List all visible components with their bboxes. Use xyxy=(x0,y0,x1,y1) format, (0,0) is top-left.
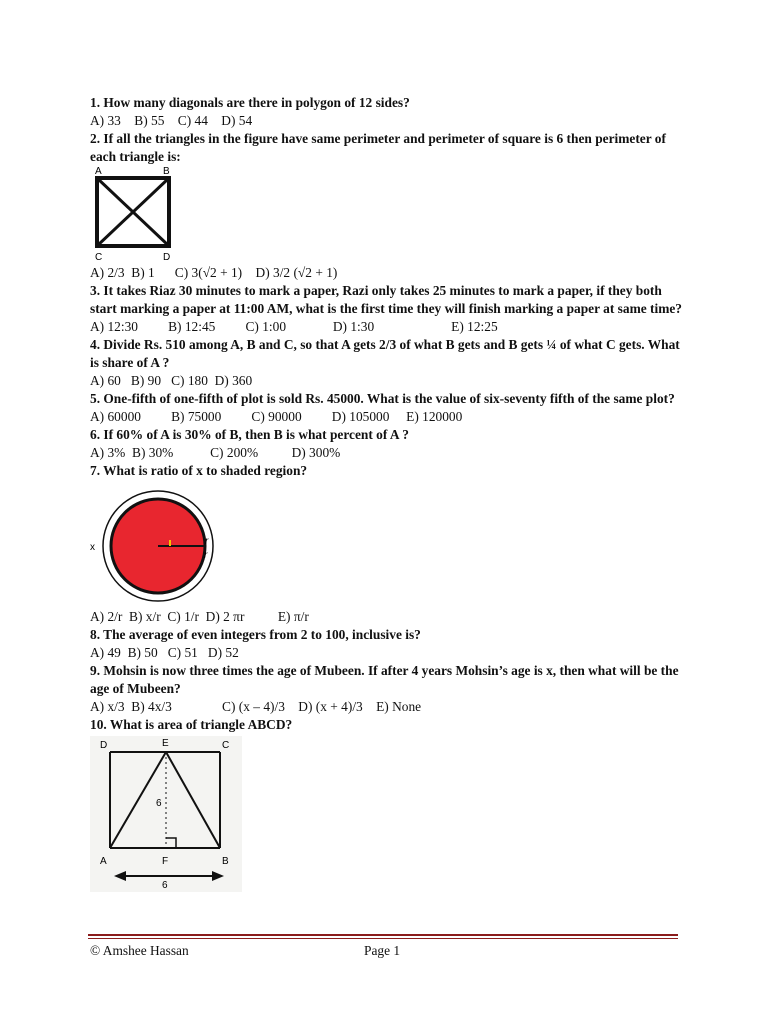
question-10 xyxy=(90,716,690,892)
label-r-outer: r xyxy=(205,536,209,547)
question-list xyxy=(90,94,690,892)
vertex-label-f: F xyxy=(162,856,169,867)
question-2 xyxy=(90,130,690,282)
question-text: 9. Mohsin is now three times the age of Mubeen. If after 4 years Mohsin’s age is x, then what will be the age of Mubeen? xyxy=(90,663,679,696)
vertex-label-d: D xyxy=(100,740,108,751)
question-text: 1. How many diagonals are there in polygon of 12 sides? xyxy=(90,95,410,110)
circle-figure xyxy=(90,480,690,608)
question-text: 10. What is area of triangle ABCD? xyxy=(90,717,293,732)
footer-rule-thin xyxy=(88,938,678,939)
height-label: 6 xyxy=(156,798,162,809)
question-1 xyxy=(90,94,690,130)
vertex-label-d: D xyxy=(163,252,171,263)
question-text: 7. What is ratio of x to shaded region? xyxy=(90,463,308,478)
question-7 xyxy=(90,462,690,626)
question-text: 6. If 60% of A is 30% of B, then B is what percent of A ? xyxy=(90,427,409,442)
question-text: 5. One-fifth of one-fifth of plot is sold Rs. 45000. What is the value of six-seventy fifth of the same plot? xyxy=(90,391,675,406)
question-3 xyxy=(90,282,690,336)
answer-options: A) 12:30 B) 12:45 C) 1:00 D) 1:30 E) 12:25 xyxy=(90,319,498,334)
label-r-inner: r xyxy=(204,550,208,561)
answer-options: A) x/3 B) 4x/3 C) (x – 4)/3 D) (x + 4)/3 E) None xyxy=(90,699,422,714)
answer-options: A) 3% B) 30% C) 200% D) 300% xyxy=(90,445,341,460)
vertex-label-c: C xyxy=(95,252,103,263)
question-text: 8. The average of even integers from 2 to 100, inclusive is? xyxy=(90,627,421,642)
vertex-label-e: E xyxy=(162,738,169,749)
answer-options: A) 2/r B) x/r C) 1/r D) 2 πr E) π/r xyxy=(90,609,309,624)
answer-options: A) 60000 B) 75000 C) 90000 D) 105000 E) 120000 xyxy=(90,409,463,424)
answer-options: A) 2/3 B) 1 C) 3(√2 + 1) D) 3/2 (√2 + 1) xyxy=(90,265,338,280)
vertex-label-c: C xyxy=(222,740,230,751)
footer-rule-thick xyxy=(88,934,678,936)
question-text: 3. It takes Riaz 30 minutes to mark a paper, Razi only takes 25 minutes to mark a paper, if they both start marking a paper at 11:00 AM, what is the first time they will finish marking a paper at same time? xyxy=(90,283,682,316)
question-8 xyxy=(90,626,690,662)
question-9 xyxy=(90,662,690,716)
base-label: 6 xyxy=(162,880,168,891)
answer-options: A) 33 B) 55 C) 44 D) 54 xyxy=(90,113,253,128)
question-4 xyxy=(90,336,690,390)
footer-copyright: © Amshee Hassan xyxy=(90,943,189,958)
vertex-label-a: A xyxy=(95,166,102,177)
footer-page-number: Page 1 xyxy=(364,943,401,958)
question-5 xyxy=(90,390,690,426)
question-6 xyxy=(90,426,690,462)
question-text: 4. Divide Rs. 510 among A, B and C, so that A gets 2/3 of what B gets and B gets ¼ of what C gets. What is share of A ? xyxy=(90,337,680,370)
answer-options: A) 49 B) 50 C) 51 D) 52 xyxy=(90,645,239,660)
answer-options: A) 60 B) 90 C) 180 D) 360 xyxy=(90,373,253,388)
label-x: x xyxy=(90,542,95,553)
triangle-rectangle-figure xyxy=(90,734,690,892)
vertex-label-b: B xyxy=(163,166,170,177)
question-text: 2. If all the triangles in the figure have same perimeter and perimeter of square is 6 then perimeter of each triangle is: xyxy=(90,131,666,164)
square-diagonals-figure xyxy=(90,166,690,264)
vertex-label-a: A xyxy=(100,856,107,867)
vertex-label-b: B xyxy=(222,856,229,867)
